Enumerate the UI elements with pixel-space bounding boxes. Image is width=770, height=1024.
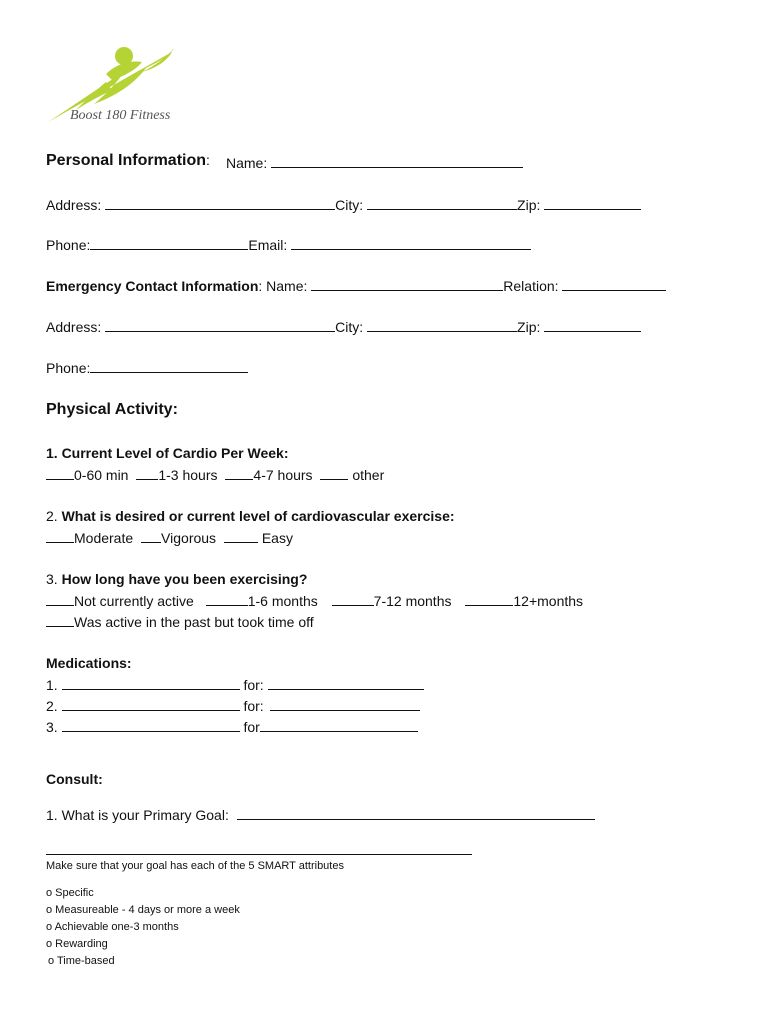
email-field[interactable] bbox=[291, 236, 531, 250]
address-field[interactable] bbox=[105, 196, 335, 210]
personal-info-colon: : bbox=[206, 152, 210, 168]
emergency-phone-field[interactable] bbox=[90, 359, 248, 373]
option-blank[interactable] bbox=[465, 592, 513, 606]
emergency-address-field[interactable] bbox=[105, 318, 335, 332]
option-blank[interactable] bbox=[206, 592, 248, 606]
option-blank[interactable] bbox=[46, 466, 74, 480]
option-not-currently-active: Not currently active bbox=[74, 593, 194, 609]
name-label: Name: bbox=[226, 155, 268, 171]
medication-number: 2. bbox=[46, 698, 58, 714]
question-3-number: 3. bbox=[46, 571, 58, 587]
primary-goal-label: 1. What is your Primary Goal: bbox=[46, 807, 229, 823]
option-0-60-min: 0-60 min bbox=[74, 467, 129, 483]
medications-heading: Medications: bbox=[46, 655, 132, 671]
medication-for-label: for bbox=[243, 719, 260, 735]
personal-info-heading-row bbox=[46, 152, 210, 170]
option-4-7-hours: 4-7 hours bbox=[253, 467, 313, 483]
name-field[interactable] bbox=[271, 154, 523, 168]
address-label: Address: bbox=[46, 197, 102, 213]
medication-field[interactable] bbox=[62, 697, 240, 711]
emergency-name-field[interactable] bbox=[311, 277, 503, 291]
option-easy: Easy bbox=[261, 530, 293, 546]
medication-number: 1. bbox=[46, 677, 58, 693]
option-vigorous: Vigorous bbox=[161, 530, 217, 546]
question-2-options bbox=[46, 529, 293, 546]
medication-for-field[interactable] bbox=[270, 697, 420, 711]
email-label: Email: bbox=[248, 237, 288, 253]
personal-name-row bbox=[226, 154, 523, 171]
emergency-zip-label: Zip: bbox=[517, 319, 541, 335]
emergency-phone-label: Phone: bbox=[46, 360, 91, 376]
smart-item-specific: o Specific bbox=[46, 887, 94, 899]
smart-item-achievable: o Achievable one-3 months bbox=[46, 921, 179, 933]
question-3-extra-option bbox=[46, 613, 314, 630]
medication-field[interactable] bbox=[62, 676, 240, 690]
question-1: 1. Current Level of Cardio Per Week: bbox=[46, 445, 289, 461]
phone-field[interactable] bbox=[90, 236, 248, 250]
zip-label: Zip: bbox=[517, 197, 541, 213]
relation-field[interactable] bbox=[562, 277, 666, 291]
smart-item-time-based: o Time-based bbox=[48, 955, 115, 967]
personal-info-heading: Personal Information bbox=[46, 152, 207, 169]
option-moderate: Moderate bbox=[74, 530, 134, 546]
option-12-plus-months: 12+months bbox=[513, 593, 584, 609]
medication-for-label: for: bbox=[243, 677, 264, 693]
option-blank[interactable] bbox=[224, 529, 258, 543]
emergency-name-row bbox=[46, 277, 666, 294]
emergency-city-label: City: bbox=[335, 319, 364, 335]
smart-item-rewarding: o Rewarding bbox=[46, 938, 108, 950]
question-3-text: How long have you been exercising? bbox=[61, 571, 308, 587]
medication-field[interactable] bbox=[62, 718, 240, 732]
question-3-options bbox=[46, 592, 583, 609]
emergency-name-label: : Name: bbox=[258, 278, 308, 294]
consult-heading: Consult: bbox=[46, 771, 103, 787]
emergency-zip-field[interactable] bbox=[544, 318, 641, 332]
medication-number: 3. bbox=[46, 719, 58, 735]
physical-activity-heading: Physical Activity: bbox=[46, 401, 178, 418]
option-other: other bbox=[352, 467, 385, 483]
primary-goal-row bbox=[46, 806, 595, 823]
option-blank[interactable] bbox=[320, 466, 348, 480]
option-1-3-hours: 1-3 hours bbox=[158, 467, 218, 483]
emergency-city-field[interactable] bbox=[367, 318, 517, 332]
emergency-heading: Emergency Contact Information bbox=[46, 278, 259, 294]
personal-phone-row bbox=[46, 236, 531, 253]
emergency-address-label: Address: bbox=[46, 319, 102, 335]
medication-row bbox=[46, 676, 424, 693]
option-blank[interactable] bbox=[136, 466, 158, 480]
option-blank[interactable] bbox=[46, 592, 74, 606]
option-blank[interactable] bbox=[141, 529, 161, 543]
phone-label: Phone: bbox=[46, 237, 91, 253]
medication-for-field[interactable] bbox=[260, 718, 418, 732]
city-field[interactable] bbox=[367, 196, 517, 210]
medication-for-field[interactable] bbox=[268, 676, 424, 690]
option-blank[interactable] bbox=[332, 592, 374, 606]
primary-goal-field[interactable] bbox=[237, 806, 595, 820]
question-1-options bbox=[46, 466, 384, 483]
relation-label: Relation: bbox=[503, 278, 559, 294]
medication-row bbox=[46, 697, 420, 714]
smart-note: Make sure that your goal has each of the 5 SMART attributes bbox=[46, 860, 344, 872]
medication-for-label: for: bbox=[243, 698, 264, 714]
question-3 bbox=[46, 571, 307, 587]
question-2-number: 2. bbox=[46, 508, 58, 524]
option-blank[interactable] bbox=[225, 466, 253, 480]
option-blank[interactable] bbox=[46, 613, 74, 627]
city-label: City: bbox=[335, 197, 364, 213]
option-7-12-months: 7-12 months bbox=[373, 593, 452, 609]
question-2 bbox=[46, 508, 455, 524]
zip-field[interactable] bbox=[544, 196, 641, 210]
emergency-address-row bbox=[46, 318, 641, 335]
option-blank[interactable] bbox=[46, 529, 74, 543]
option-1-6-months: 1-6 months bbox=[247, 593, 318, 609]
logo-text: Boost 180 Fitness bbox=[70, 108, 171, 123]
personal-address-row bbox=[46, 196, 641, 213]
option-active-in-past: Was active in the past but took time off bbox=[74, 614, 314, 630]
medication-row bbox=[46, 718, 418, 735]
emergency-phone-row bbox=[46, 359, 248, 376]
smart-item-measureable: o Measureable - 4 days or more a week bbox=[46, 904, 240, 916]
primary-goal-second-line[interactable] bbox=[46, 840, 472, 855]
question-2-text: What is desired or current level of cardiovascular exercise: bbox=[61, 508, 455, 524]
